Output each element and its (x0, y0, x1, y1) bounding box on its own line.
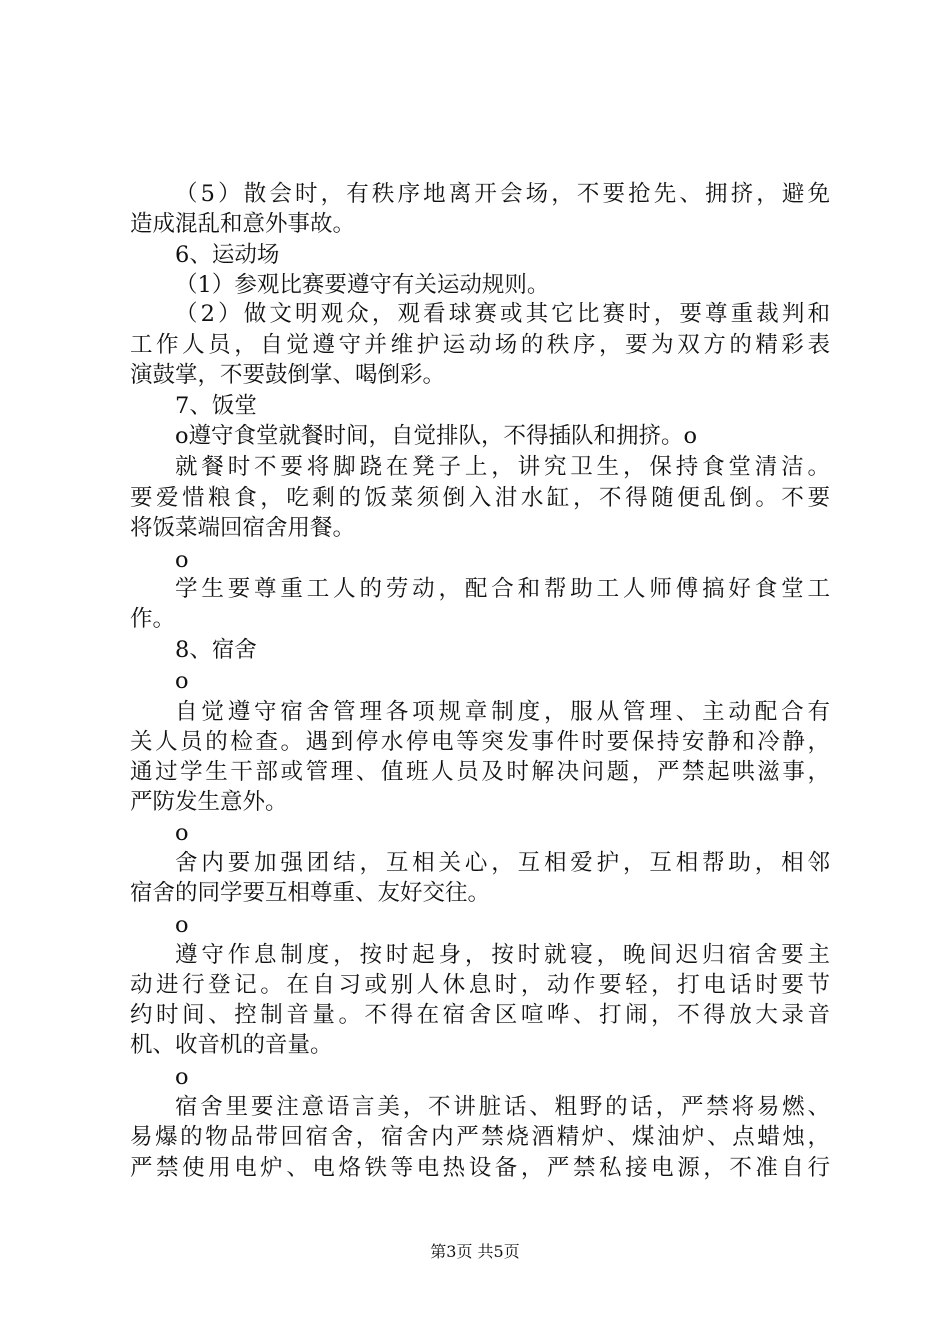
text-line: 关人员的检查。遇到停水停电等突发事件时要保持安静和冷静， (130, 729, 830, 755)
text-line: （5）散会时，有秩序地离开会场，不要抢先、拥挤，避免 (175, 181, 830, 207)
text-line: 舍内要加强团结，互相关心，互相爱护，互相帮助，相邻 (175, 850, 830, 876)
text-line: 作。 (130, 606, 176, 632)
text-line: 要爱惜粮食，吃剩的饭菜须倒入泔水缸，不得随便乱倒。不要 (130, 485, 830, 511)
page-number-footer: 第3页 共5页 (430, 1242, 520, 1261)
text-line: 学生要尊重工人的劳动，配合和帮助工人师傅搞好食堂工 (175, 576, 830, 602)
section-heading: 7、饭堂 (175, 393, 257, 419)
text-line: 演鼓掌，不要鼓倒掌、喝倒彩。 (130, 362, 446, 388)
bullet-marker: o (175, 1064, 189, 1090)
text-line: 将饭菜端回宿舍用餐。 (130, 515, 356, 541)
text-line: 宿舍的同学要互相尊重、友好交往。 (130, 880, 491, 906)
text-line: 严防发生意外。 (130, 789, 288, 815)
text-line: 造成混乱和意外事故。 (130, 211, 356, 237)
section-heading: 6、运动场 (175, 242, 280, 268)
text-line: o遵守食堂就餐时间，自觉排队，不得插队和拥挤。o (175, 423, 698, 449)
text-line: 机、收音机的音量。 (130, 1032, 333, 1058)
text-line: 严禁使用电炉、电烙铁等电热设备，严禁私接电源，不准自行 (130, 1155, 830, 1181)
text-line: 就餐时不要将脚跷在凳子上，讲究卫生，保持食堂清洁。 (175, 454, 830, 480)
bullet-marker: o (175, 668, 189, 694)
bullet-marker: o (175, 820, 189, 846)
section-heading: 8、宿舍 (175, 637, 257, 663)
text-line: （2）做文明观众，观看球赛或其它比赛时，要尊重裁判和 (175, 301, 830, 327)
text-line: 易爆的物品带回宿舍，宿舍内严禁烧酒精炉、煤油炉、点蜡烛， (130, 1124, 830, 1150)
text-line: 宿舍里要注意语言美，不讲脏话、粗野的话，严禁将易燃、 (175, 1094, 830, 1120)
text-line: 约时间、控制音量。不得在宿舍区喧哗、打闹，不得放大录音 (130, 1002, 830, 1028)
text-line: 通过学生干部或管理、值班人员及时解决问题，严禁起哄滋事， (130, 759, 830, 785)
bullet-marker: o (175, 912, 189, 938)
text-line: 工作人员，自觉遵守并维护运动场的秩序，要为双方的精彩表 (130, 332, 830, 358)
text-line: （1）参观比赛要遵守有关运动规则。 (175, 272, 550, 298)
bullet-marker: o (175, 547, 189, 573)
text-line: 自觉遵守宿舍管理各项规章制度，服从管理、主动配合有 (175, 699, 830, 725)
text-line: 遵守作息制度，按时起身，按时就寝，晚间迟归宿舍要主 (175, 942, 830, 968)
text-line: 动进行登记。在自习或别人休息时，动作要轻，打电话时要节 (130, 972, 830, 998)
